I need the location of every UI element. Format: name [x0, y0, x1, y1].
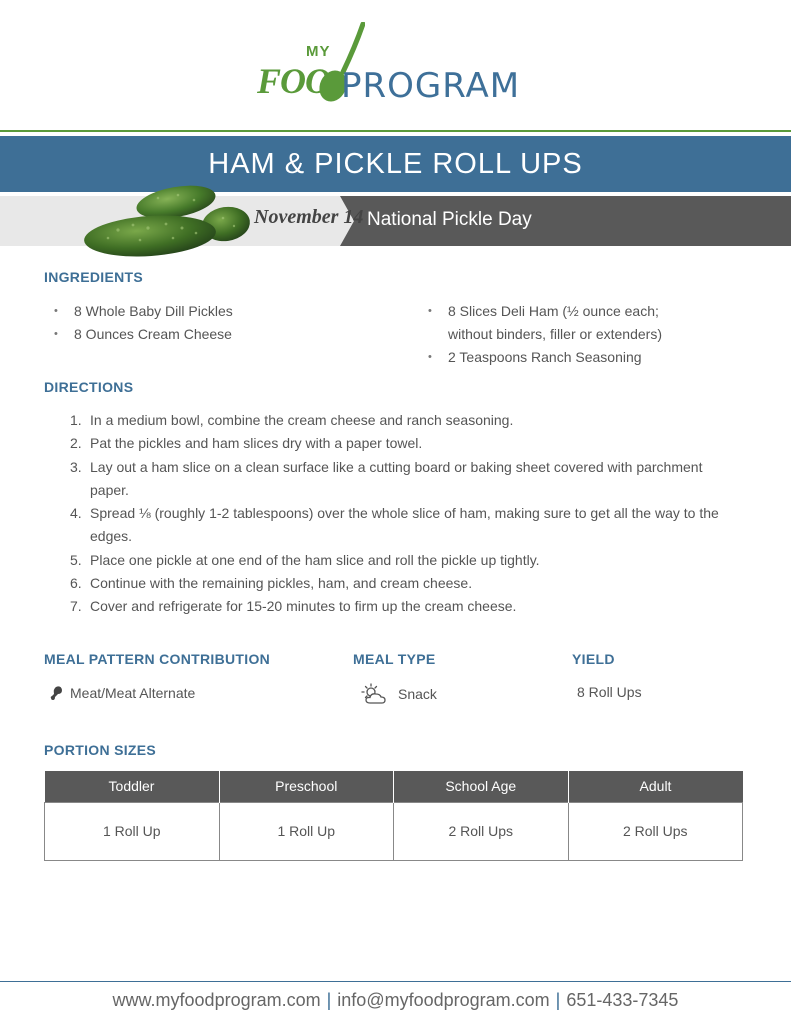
table-row	[45, 802, 743, 860]
meal-pattern-heading: MEAL PATTERN CONTRIBUTION	[44, 651, 271, 667]
footer	[0, 990, 791, 1011]
step-text: Cover and refrigerate for 15-20 minutes to firm up the cream cheese.	[90, 598, 517, 615]
header-divider	[0, 130, 791, 132]
step-text: Spread ⅛ (roughly 1-2 tablespoons) over the whole slice of ham, making sure to get all the way to the edges.	[90, 505, 719, 545]
portion-sizes-table	[44, 771, 743, 861]
direction-step	[70, 595, 730, 618]
step-number: 7.	[70, 598, 82, 615]
step-number: 6.	[70, 575, 82, 592]
step-number: 4.	[70, 505, 82, 522]
directions-list	[70, 409, 730, 619]
ingredient-item: • 8 Slices Deli Ham (½ ounce each; without binders, filler or extenders)	[418, 300, 678, 346]
logo-food: FOO	[257, 61, 331, 101]
brand-logo	[255, 22, 545, 112]
footer-separator: |	[555, 990, 561, 1010]
partly-cloudy-icon	[361, 683, 389, 705]
step-number: 1.	[70, 412, 82, 428]
table-cell: 1 Roll Up	[45, 802, 220, 860]
meal-type-heading: MEAL TYPE	[353, 651, 436, 667]
recipe-title: HAM & PICKLE ROLL UPS	[208, 147, 583, 180]
logo-my: MY	[306, 43, 331, 60]
meal-type-text: Snack	[398, 686, 437, 702]
direction-step	[70, 409, 730, 432]
meal-pattern-value	[50, 685, 195, 701]
footer-phone[interactable]: 651-433-7345	[566, 990, 679, 1010]
footer-website[interactable]: www.myfoodprogram.com	[112, 990, 321, 1010]
yield-value	[577, 684, 642, 700]
step-number: 3.	[70, 458, 82, 475]
ingredients-list-right	[418, 300, 678, 369]
column-header: Preschool	[219, 771, 394, 802]
ingredient-item: • 2 Teaspoons Ranch Seasoning	[418, 346, 678, 369]
table-cell: 1 Roll Up	[219, 802, 394, 860]
direction-step	[70, 456, 730, 503]
step-text: Place one pickle at one end of the ham slice and roll the pickle up tightly.	[90, 551, 540, 568]
step-text: Pat the pickles and ham slices dry with a paper towel.	[90, 435, 423, 452]
holiday-date: November 14	[254, 206, 364, 228]
ingredient-item: • 8 Whole Baby Dill Pickles	[44, 300, 384, 323]
portion-sizes-heading: PORTION SIZES	[44, 742, 157, 758]
direction-step	[70, 549, 730, 572]
yield-heading: YIELD	[572, 651, 615, 667]
meal-pattern-text: Meat/Meat Alternate	[70, 685, 196, 701]
pickles-image	[78, 178, 253, 262]
directions-heading: DIRECTIONS	[44, 379, 134, 395]
step-number: 2.	[70, 435, 82, 452]
yield-text: 8 Roll Ups	[577, 684, 642, 700]
column-header: Adult	[568, 771, 743, 802]
direction-step	[70, 432, 730, 455]
step-text: Lay out a ham slice on a clean surface like a cutting board or baking sheet covered with parchment paper.	[90, 458, 703, 498]
step-text: Continue with the remaining pickles, ham, and cream cheese.	[90, 575, 473, 592]
footer-separator: |	[326, 990, 332, 1010]
logo-program: PROGRAM	[341, 66, 521, 106]
column-header: Toddler	[45, 771, 220, 802]
column-header: School Age	[394, 771, 569, 802]
holiday-name: National Pickle Day	[367, 209, 532, 230]
table-cell: 2 Roll Ups	[568, 802, 743, 860]
footer-email[interactable]: info@myfoodprogram.com	[337, 990, 550, 1010]
table-cell: 2 Roll Ups	[394, 802, 569, 860]
ingredient-item: • 8 Ounces Cream Cheese	[44, 323, 384, 346]
footer-divider	[0, 981, 791, 982]
ingredients-heading: INGREDIENTS	[44, 269, 143, 285]
table-header-row	[45, 771, 743, 802]
ingredients-list-left	[44, 300, 384, 346]
direction-step	[70, 502, 730, 549]
direction-step	[70, 572, 730, 595]
step-text: In a medium bowl, combine the cream cheese and ranch seasoning.	[90, 412, 514, 428]
drumstick-icon	[50, 685, 64, 701]
step-number: 5.	[70, 551, 82, 568]
meal-type-value	[361, 683, 437, 705]
